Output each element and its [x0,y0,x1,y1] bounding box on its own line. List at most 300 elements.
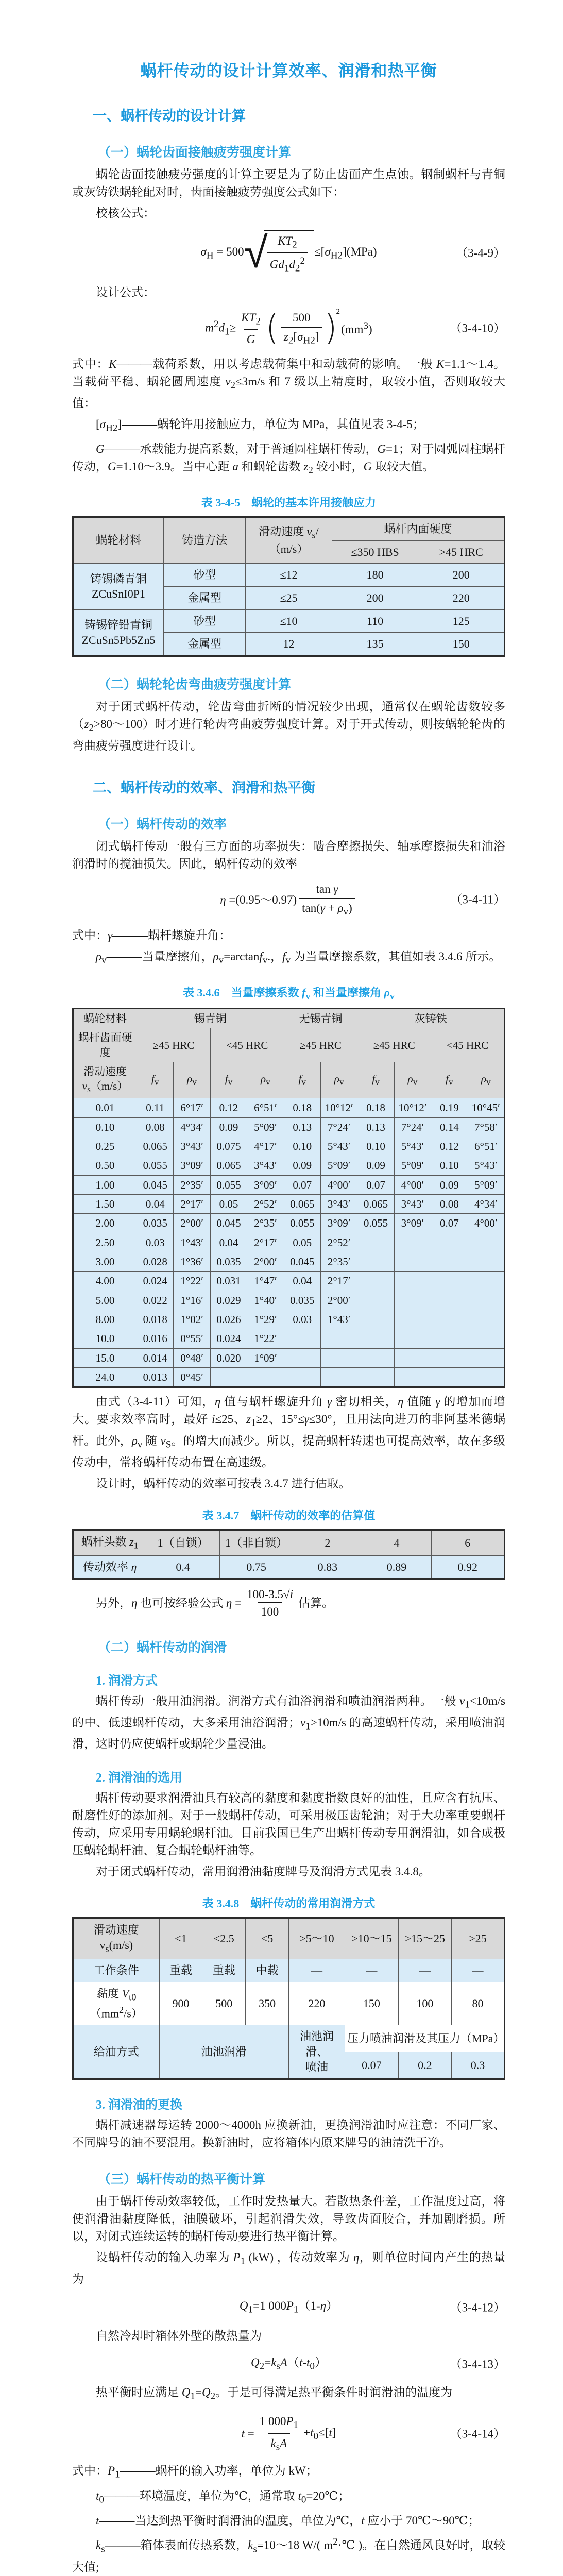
table-cell [394,1233,431,1252]
table-cell: 110 [332,609,418,633]
table-cell: 0.07 [345,2052,398,2079]
table-header-cell: 蜗轮材料 [73,517,164,563]
table-cell: 12 [246,633,332,656]
table-cell: 0.10 [73,1117,137,1137]
table-346 [72,1008,505,1388]
table-cell: — [398,1959,451,1982]
table-cell: 0.04 [137,1195,174,1214]
table-cell: 0.04 [284,1272,320,1291]
table-cell: 3°09′ [174,1156,210,1175]
table-cell: 7°24′ [394,1117,431,1137]
table-row [73,1291,505,1310]
table-cell: 工作条件 [73,1959,160,1982]
table-cell: 0.07 [357,1175,394,1194]
table-header-cell: <5 [246,1918,289,1959]
table-cell: 125 [418,609,505,633]
table-cell: 3°43′ [247,1156,284,1175]
equation-number: （3-4-13） [450,2358,505,2371]
table-header-cell: 2 [293,1530,362,1555]
table-cell: 220 [288,1982,345,2025]
data-table [72,1529,505,1580]
table-row [73,1009,505,1028]
table-cell [320,1329,357,1348]
table-cell: 铸锡磷青铜 ZCuSnI0P1 [73,564,164,609]
table-header-cell: $\rho_v$ [320,1062,357,1098]
table-cell: 0.045 [210,1214,247,1233]
table-cell: 0.07 [431,1214,468,1233]
table-cell: 0.10 [284,1137,320,1156]
table-cell: 0.05 [210,1195,247,1214]
table-cell [431,1252,468,1272]
paragraph: G———承载能力提高系数，对于普通圆柱蜗杆传动，G=1；对于圆弧圆柱蜗杆传动，G=1.10～3.9。当中心距 a 和蜗轮齿数 $z_2$ 较小时，G 取较大值。 [72,443,505,476]
table-cell: 0.065 [357,1195,394,1214]
table-cell: 1°09′ [247,1348,284,1367]
table-cell: 0.09 [357,1156,394,1175]
table-cell: 0.014 [137,1348,174,1367]
table-cell [320,1348,357,1367]
table-cell: 5°43′ [468,1156,504,1175]
table-cell: 0.03 [137,1233,174,1252]
table-cell: 0.75 [219,1555,293,1579]
table-cell: 重载 [159,1959,202,1982]
table-cell [357,1272,394,1291]
paragraph: 由式（3-4-11）可知，η 值与蜗杆螺旋升角 γ 密切相关，η 值随 γ 的增加而增大。要求效率高时，最好 i≤25、$z_1\ge 2$、15°≤γ≤30°，且用法向进刀的非阿基米德蜗杆。此外，$\rho_v$ 随 $v_S$。的增大而减少。所以，提高蜗杆转速也可提高效率，故在多级传动中，常将蜗杆传动布置在高速级。 [72,1395,506,1469]
table-cell: 500 [202,1982,246,2025]
table-cell: 0.01 [73,1098,137,1117]
table-row [73,1918,505,1959]
table-cell: 0.12 [431,1137,468,1156]
table-cell [468,1291,504,1310]
table-cell: 4°17′ [247,1137,284,1156]
table-cell: 0°55′ [174,1329,210,1348]
paragraph: 式中：γ———蜗杆螺旋升角： [72,929,231,942]
table-cell: 0.83 [293,1555,362,1579]
equation-number: （3-4-10） [450,321,505,335]
paragraph: 由于蜗杆传动效率较低，工作时发热量大。若散热条件差，工作温度过高，将使润滑油黏度降低，油膜破坏，引起润滑失效，导致齿面胶合，并加剧磨损。所以，对闭式连续运转的蜗杆传动要进行热平衡计算。 [72,2195,505,2243]
table-cell: 2°00′ [247,1252,284,1272]
table-cell: 220 [418,586,505,609]
table-cell [468,1310,504,1329]
table-cell: 0.19 [431,1098,468,1117]
table-cell: 2°35′ [320,1252,357,1272]
table-cell: 0.12 [210,1098,247,1117]
table-cell: 0.92 [431,1555,504,1579]
equation-rhs: $\le[\sigma_{H2}](MPa)$ [314,245,377,261]
table-header-cell: ≤350 HBS [332,540,418,564]
table-347 [72,1529,505,1580]
table-346-caption: 表 3.4.6 当量摩擦系数 $f_v$ 和当量摩擦角 $\rho_v$ [182,986,395,1002]
table-cell: 0.07 [284,1175,320,1194]
table-row [73,517,505,540]
table-cell: 1.00 [73,1175,137,1194]
table-header-cell: 滑动速度 $v_s(m/s)$ [73,1918,160,1959]
table-header-cell: $f_v$ [137,1062,174,1098]
table-header-cell: 无锡青铜 [284,1009,357,1028]
equation-number: （3-4-12） [450,2301,505,2314]
table-cell [431,1291,468,1310]
table-cell: 15.0 [73,1348,137,1367]
table-cell: 0.3 [451,2052,504,2079]
table-cell [468,1272,504,1291]
equation-rhs: $+t_0\le[t]$ [303,2426,336,2442]
table-cell [394,1252,431,1272]
table-cell [431,1272,468,1291]
subsection-2-2-2-heading: 2. 润滑油的选用 [96,1771,182,1785]
table-cell: 0.2 [398,2052,451,2079]
table-cell: — [288,1959,345,1982]
table-header-cell: 1（非自锁） [219,1530,293,1555]
table-cell: 0.065 [210,1156,247,1175]
table-cell: 1°47′ [247,1272,284,1291]
table-row [73,1368,505,1387]
equation-3-4-13: $Q_2=k_sA(t-t_0)$ （3-4-13） [251,2356,505,2372]
table-cell: 1°43′ [320,1310,357,1329]
table-cell: 1.50 [73,1195,137,1214]
table-row [73,1959,505,1982]
table-cell: 0.035 [284,1291,320,1310]
table-row [73,1137,505,1156]
table-cell: 180 [332,564,418,587]
table-cell: 1°36′ [174,1252,210,1272]
table-cell: 油池润滑、 喷油 [288,2025,345,2079]
table-cell [468,1368,504,1387]
table-cell: 150 [345,1982,398,2025]
table-header-cell: $\rho_v$ [468,1062,504,1098]
table-cell: 150 [418,633,505,656]
radical-sign-icon: √ [244,227,268,278]
table-cell: 0.10 [431,1156,468,1175]
table-row [73,1233,505,1252]
table-cell: 传动效率 η [73,1555,146,1579]
table-cell: 金属型 [163,586,245,609]
table-cell [357,1233,394,1252]
subsection-2-1-heading: （一）蜗杆传动的效率 [98,817,227,832]
table-row [73,1252,505,1272]
table-cell: 1°22′ [174,1272,210,1291]
table-cell: 0.024 [137,1272,174,1291]
table-cell: 24.0 [73,1368,137,1387]
paragraph: $k_s———$箱体表面传热系数，$k_s=10\sim 18$ W/( $m^2\cdot℃$ )。在自然通风良好时，取较大值; [72,2536,505,2573]
table-cell: 2.50 [73,1233,137,1252]
table-cell: 6°51′ [468,1137,504,1156]
table-345-caption: 表 3-4-5 蜗轮的基本许用接触应力 [201,496,377,509]
paren-open: ( [265,308,279,348]
paragraph: 对于闭式蜗杆传动，轮齿弯曲折断的情况较少出现，通常仅在蜗轮齿数较多$(z_2>80\sim 100)$时才进行轮齿弯曲疲劳强度计算。对于开式传动，则按蜗轮轮齿的弯曲疲劳强度进行设计。 [72,700,505,752]
table-cell: 10°12′ [320,1098,357,1117]
table-header-cell: 6 [431,1530,504,1555]
table-cell [431,1233,468,1252]
table-row [73,1117,505,1137]
table-cell: 7°58′ [468,1117,504,1137]
table-cell: 0.028 [137,1252,174,1272]
table-348 [72,1917,505,2080]
table-header-cell: $f_v$ [431,1062,468,1098]
paragraph: t———当达到热平衡时润滑油的温度，单位为℃，t 应小于 70℃～90℃； [96,2514,480,2528]
table-cell: 100 [398,1982,451,2025]
equation-3-4-14: t = $\frac{1 000P_1}{k_sA}$ $+t_0\le[t]$ （3-4-14） [72,2413,505,2454]
table-header-cell: 锡青铜 [137,1009,284,1028]
table-header-cell: $\rho_v$ [174,1062,210,1098]
table-row [73,1982,505,2025]
equation-lhs: η =(0.95～0.97) [220,893,297,906]
subsection-2-2-3-heading: 3. 润滑油的更换 [96,2098,182,2112]
formula-label-check: 校核公式： [96,207,155,219]
subsection-2-3-heading: （三）蜗杆传动的热平衡计算 [98,2173,266,2187]
table-cell [247,1368,284,1387]
paragraph: 设蜗杆传动的输入功率为 $P_1$ (kW) ，传动效率为 η，则单位时间内产生的热量为 [72,2251,506,2285]
table-cell: 5°09′ [247,1117,284,1137]
table-cell: 200 [332,586,418,609]
table-cell [357,1368,394,1387]
table-cell [357,1310,394,1329]
table-345 [72,516,505,657]
paragraph: $t_0———$环境温度，单位为℃，通常取 $t_0=20℃$； [96,2489,350,2505]
table-cell: 3°43′ [174,1137,210,1156]
table-cell [431,1310,468,1329]
table-cell: 0.50 [73,1156,137,1175]
table-cell [394,1329,431,1348]
equation-3-4-10: $m^2d_1\ge$ $\frac{KT_2}{G}$ ( $\frac{500}{z_2[\sigma_{H2}]}$ ) $^2$ $(mm^3)$ （3-4-10） [205,307,505,348]
table-cell: 3°09′ [247,1175,284,1194]
table-header-cell: 蜗杆齿面硬度 [73,1028,137,1062]
table-cell: 3°43′ [320,1195,357,1214]
table-cell: 0.4 [146,1555,219,1579]
table-cell: 4°34′ [468,1195,504,1214]
equation-3-4-9 [72,227,505,278]
table-cell [320,1368,357,1387]
paragraph: 对于闭式蜗杆传动，常用润滑油黏度牌号及润滑方式见表 3.4.8。 [96,1865,431,1878]
paragraph: 蜗杆传动要求润滑油具有较高的黏度和黏度指数良好的油性，且应含有抗压、耐磨性好的添加剂。对于一般蜗杆传动，可采用极压齿轮油；对于大功率重要蜗杆传动，应采用专用蜗轮蜗杆油。目前我国已生产出蜗杆传动专用润滑油，如合成极压蜗轮蜗杆油、复合蜗轮蜗杆油等。 [72,1791,505,1857]
subsection-1-1-heading: （一）蜗轮齿面接触疲劳强度计算 [98,146,292,160]
table-header-cell: 灰铸铁 [357,1009,505,1028]
table-cell: 压力喷油润滑及其压力（MPa） [345,2025,504,2052]
table-cell [394,1310,431,1329]
paren-group: ( $\frac{500}{z_2[\sigma_{H2}]}$ ) $^2$ [265,307,340,348]
data-table [72,1008,505,1388]
page-title: 蜗杆传动的设计计算效率、润滑和热平衡 [140,62,437,80]
table-cell: 0.09 [431,1175,468,1194]
table-row [73,1348,505,1367]
table-cell: 4°00′ [468,1214,504,1233]
table-cell: 1°22′ [247,1329,284,1348]
table-header-cell: >45 HRC [418,540,505,564]
table-cell: 5°43′ [394,1137,431,1156]
table-header-cell: >25 [451,1918,504,1959]
equation-number: （3-4-9） [456,246,505,260]
table-cell: 0°48′ [174,1348,210,1367]
equation-lhs: t = [241,2427,254,2441]
table-cell: 7°24′ [320,1117,357,1137]
table-cell: 6°17′ [174,1098,210,1117]
table-cell: 1°02′ [174,1310,210,1329]
equation-lhs: $\sigma_H = 500$ [200,245,244,261]
table-cell: 0.045 [137,1175,174,1194]
table-cell: ≤25 [246,586,332,609]
table-cell [431,1348,468,1367]
table-cell: 0.055 [284,1214,320,1233]
table-cell: 1°40′ [247,1291,284,1310]
table-cell [468,1329,504,1348]
equation-3-4-11: η =(0.95～0.97) $\frac{\text{tan γ}}{\tan(\gamma + \rho_v)}$ （3-4-11） [72,881,505,919]
table-cell: ≤12 [246,564,332,587]
table-cell [284,1348,320,1367]
table-cell: — [451,1959,504,1982]
table-header-cell: 铸造方法 [163,517,245,563]
table-header-cell: 1（自锁） [146,1530,219,1555]
table-cell: 1°16′ [174,1291,210,1310]
table-cell: 135 [332,633,418,656]
table-cell: 黏度 $V_{t0}(mm^2/s)$ [73,1982,160,2025]
table-row [73,1329,505,1348]
table-header-cell: $f_v$ [284,1062,320,1098]
table-cell: 2°00′ [174,1214,210,1233]
subsection-1-2-heading: （二）蜗轮轮齿弯曲疲劳强度计算 [98,678,292,692]
table-cell [394,1368,431,1387]
table-348-caption: 表 3.4.8 蜗杆传动的常用润滑方式 [202,1897,376,1910]
table-cell: 砂型 [163,564,245,587]
table-cell: 5°09′ [320,1156,357,1175]
table-header-cell: ≥45 HRC [137,1028,211,1062]
table-header-cell: >15～25 [398,1918,451,1959]
table-cell: 0.075 [210,1137,247,1156]
table-cell [394,1291,431,1310]
table-cell: 4°00′ [394,1175,431,1194]
table-header-cell: 蜗杆头数 $z_1$ [73,1530,146,1555]
table-row [73,1098,505,1117]
table-cell: 350 [246,1982,289,2025]
equation-3-4-12: $Q_1=1$ $000P_1(1-\eta)$ （3-4-12） [239,2299,505,2316]
table-cell: 砂型 [163,609,245,633]
table-cell: 0.020 [210,1348,247,1367]
table-header-cell: $\rho_v$ [247,1062,284,1098]
table-cell: 0.18 [284,1098,320,1117]
table-cell: 8.00 [73,1310,137,1329]
table-cell: 0.013 [137,1368,174,1387]
table-cell: 0.016 [137,1329,174,1348]
table-cell [431,1368,468,1387]
table-row [73,1156,505,1175]
table-cell: 金属型 [163,633,245,656]
table-cell [357,1329,394,1348]
table-cell: 2°35′ [174,1175,210,1194]
table-header-cell: ≥45 HRC [284,1028,357,1062]
table-cell: 0.09 [210,1117,247,1137]
table-row [73,1310,505,1329]
table-cell: 0.026 [210,1310,247,1329]
inline-formula-line: 另外，η 也可按经验公式 η = $\frac{100-3.5√i}{100}$ 估算。 [72,1587,505,1620]
table-cell: 0.055 [357,1214,394,1233]
paragraph: 式中：K———载荷系数，用以考虑载荷集中和动载荷的影响。一般 K=1.1～1.4。当载荷平稳、蜗轮圆周速度 $v_2\le 3m/s$ 和 7 级以上精度时，取较小值，否则取较大值： [72,358,505,410]
paragraph: 蜗杆减速器每运转 2000～4000h 应换新油，更换润滑油时应注意：不同厂家、不同牌号的油不要混用。换新油时，应将箱体内原来牌号的油清洗干净。 [72,2119,505,2149]
table-row [73,1272,505,1291]
table-row [73,1175,505,1194]
table-header-cell: >10～15 [345,1918,398,1959]
table-cell [284,1329,320,1348]
paragraph: 设计时，蜗杆传动的效率可按表 3.4.7 进行估取。 [96,1477,351,1490]
table-row [73,1214,505,1233]
paragraph: 热平衡时应满足 $Q_1=Q_2$。于是可得满足热平衡条件时润滑油的温度为 [96,2385,453,2402]
section-1-heading: 一、蜗杆传动的设计计算 [93,108,246,124]
table-row [73,1195,505,1214]
table-cell: 1°29′ [247,1310,284,1329]
table-cell: 0°45′ [174,1368,210,1387]
table-header-cell: 蜗杆内面硬度 [332,517,504,540]
table-cell: 80 [451,1982,504,2025]
equation-number: （3-4-14） [450,2427,505,2441]
equation-number: （3-4-11） [450,893,505,906]
table-cell: 6°51′ [247,1098,284,1117]
table-header-cell: 滑动速度 $v_s/(m/s)$ [246,517,332,563]
table-row [73,564,505,587]
table-header-cell: 蜗轮材料 [73,1009,137,1028]
table-cell: 0.031 [210,1272,247,1291]
equation-rhs: $(mm^3)$ [341,320,372,336]
table-header-cell: <1 [159,1918,202,1959]
table-cell [468,1348,504,1367]
table-cell: 1°43′ [174,1233,210,1252]
table-cell: 0.022 [137,1291,174,1310]
table-cell: 0.13 [357,1117,394,1137]
table-cell: 重载 [202,1959,246,1982]
table-cell: 0.029 [210,1291,247,1310]
table-row [73,1028,505,1062]
table-cell: 2°17′ [320,1272,357,1291]
table-header-cell: $f_v$ [357,1062,394,1098]
table-header-cell: 滑动速度 $v_s(m/s)$ [73,1062,137,1098]
table-cell [394,1348,431,1367]
table-cell: 4°00′ [320,1175,357,1194]
table-cell [431,1329,468,1348]
formula-label-design: 设计公式： [96,285,155,299]
table-cell: 0.055 [137,1156,174,1175]
table-cell: 铸锡锌铅青铜 ZCuSn5Pb5Zn5 [73,609,164,656]
equation-lhs: $m^2d_1\ge$ [205,319,236,337]
table-cell: 油池润滑 [159,2025,288,2079]
paragraph: 式中：$P_1———$蜗杆的输入功率，单位为 kW； [72,2464,318,2480]
table-cell [357,1252,394,1272]
table-cell: 给油方式 [73,2025,160,2079]
paragraph: 蜗轮齿面接触疲劳强度的计算主要是为了防止齿面产生点蚀。钢制蜗杆与青铜或灰铸铁蜗轮配对时，齿面接触疲劳强度公式如下： [72,168,505,198]
table-cell: 3°09′ [394,1214,431,1233]
table-cell [210,1368,247,1387]
table-cell: 中载 [246,1959,289,1982]
table-cell: 200 [418,564,505,587]
table-row [73,1530,505,1555]
paragraph: $[\sigma_{H2}]———$蜗轮许用接触应力，单位为 MPa，其值见表 3-4-5； [96,417,424,434]
table-cell: 5°09′ [468,1175,504,1194]
table-cell: 10°12′ [394,1098,431,1117]
table-cell: 0.04 [210,1233,247,1252]
table-cell [357,1291,394,1310]
table-cell: 3°09′ [320,1214,357,1233]
table-cell: 0.10 [357,1137,394,1156]
table-cell [357,1348,394,1367]
table-cell: 0.03 [284,1310,320,1329]
table-cell: 0.14 [431,1117,468,1137]
table-cell: — [345,1959,398,1982]
radical: √ $\frac{KT_2}{Gd_1d_2^2}$ [244,230,314,276]
table-cell: 0.08 [431,1195,468,1214]
table-cell [468,1233,504,1252]
table-cell: 0.25 [73,1137,137,1156]
table-row [73,609,505,633]
table-cell: 0.035 [137,1214,174,1233]
table-cell: 0.08 [137,1117,174,1137]
table-cell: 2.00 [73,1214,137,1233]
table-cell: 2°17′ [174,1195,210,1214]
subsection-2-2-1-heading: 1. 润滑方式 [96,1674,158,1688]
table-cell [394,1272,431,1291]
